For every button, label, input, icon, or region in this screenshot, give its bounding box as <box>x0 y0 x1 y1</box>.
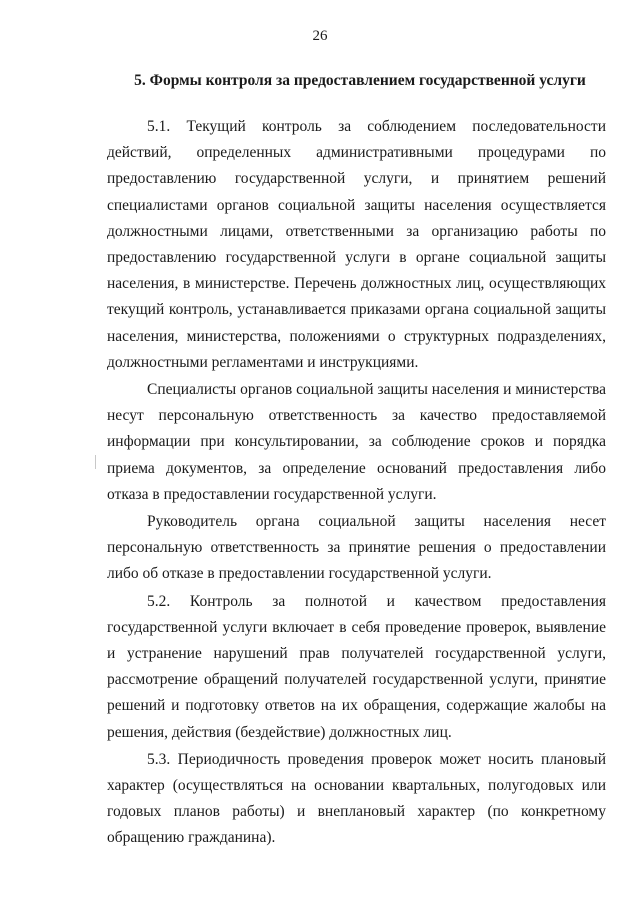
paragraph-5-1: 5.1. Текущий контроль за соблюдением последовательности действий, определенных административными процедурами по предоставлению государственной услуги, и принятием решений специалистами органов социальной защиты населения осуществляется должностными лицами, ответственными за организацию работы по предоставлению государственной услуги в органе социальной защиты населения, в министерстве. Перечень должностных лиц, осуществляющих текущий контроль, устанавливается приказами органа социальной защиты населения, министерства, положениями о структурных подразделениях, должностными регламентами и инструкциями. <box>107 118 606 371</box>
margin-mark <box>95 455 96 469</box>
section-title: 5. Формы контроля за предоставлением государственной услуги <box>134 72 586 89</box>
paragraph-5-2: 5.2. Контроль за полнотой и качеством предоставления государственной услуги включает в себя проведение проверок, выявление и устранение нарушений прав получателей государственной услуги, рассмотрение обращений получателей государственной услуги, принятие решений и подготовку ответов на их обращения, содержащие жалобы на решения, действия (бездействие) должностных лиц. <box>107 592 606 741</box>
page-number: 26 <box>312 28 328 44</box>
document-body <box>107 114 606 852</box>
paragraph-5-3: 5.3. Периодичность проведения проверок может носить плановый характер (осуществляться на основании квартальных, полугодовых или годовых планов работы) и внеплановый характер (по конкретному обращению гражданина). <box>107 750 606 847</box>
paragraph-specialists-responsibility: Специалисты органов социальной защиты населения и министерства несут персональную ответственность за качество предоставляемой информации при консультировании, за соблюдение сроков и порядка приема документов, за определение оснований предоставления либо отказа в предоставлении государственной услуги. <box>107 381 606 503</box>
paragraph-head-responsibility: Руководитель органа социальной защиты населения несет персональную ответственность за принятие решения о предоставлении либо об отказе в предоставлении государственной услуги. <box>107 513 606 583</box>
